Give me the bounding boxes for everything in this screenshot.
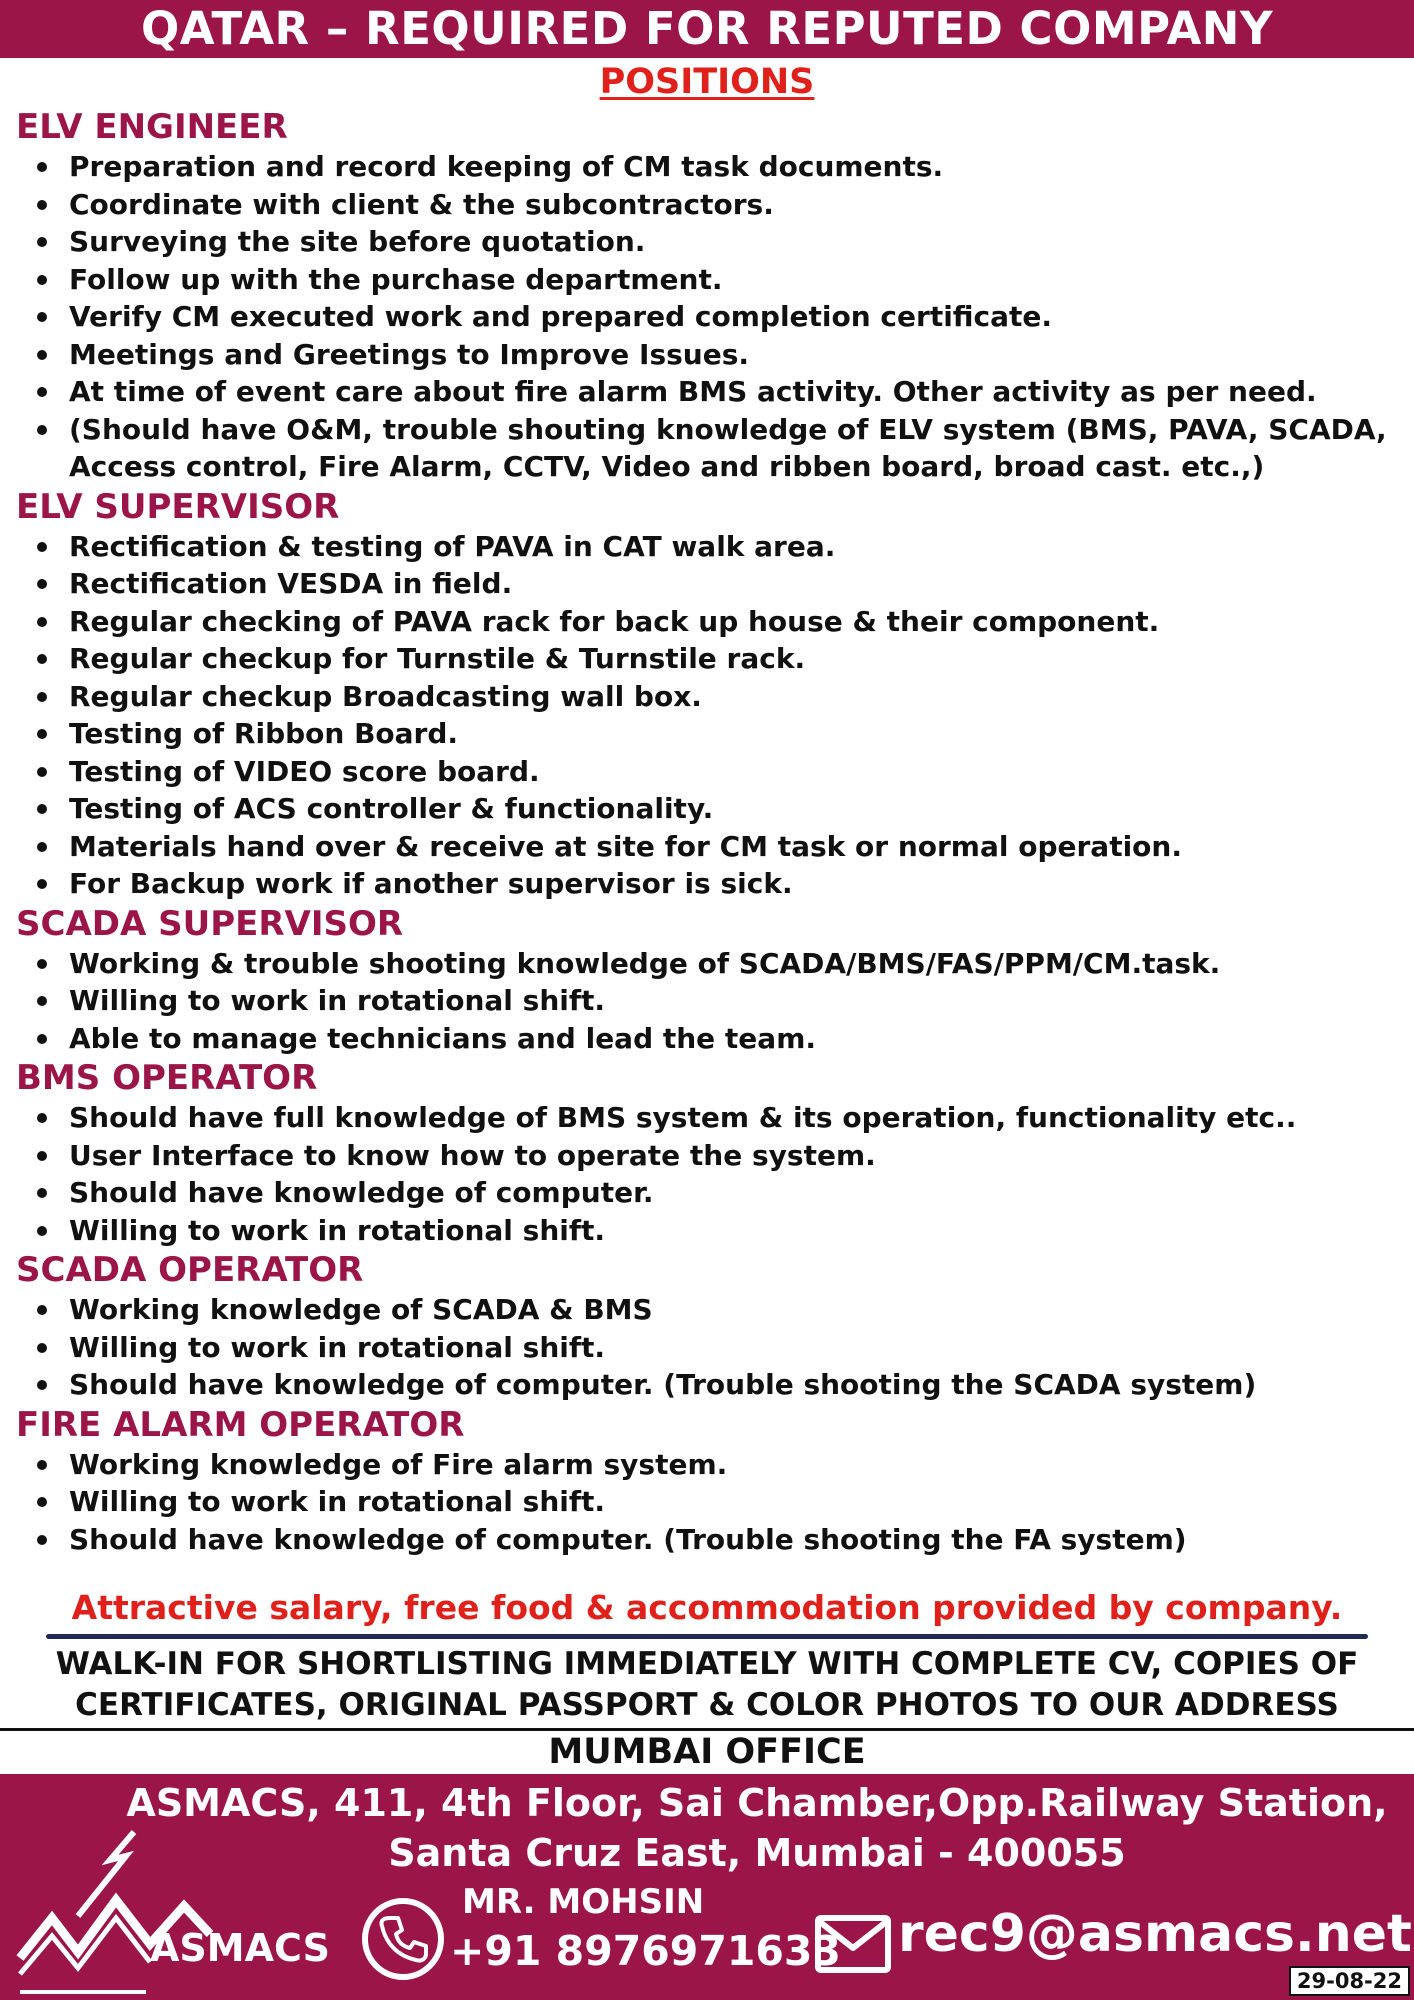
list-item: Preparation and record keeping of CM task documents. bbox=[16, 148, 1406, 186]
position-title: FIRE ALARM OPERATOR bbox=[16, 1404, 465, 1445]
positions-heading bbox=[0, 60, 1414, 104]
position-title: ELV SUPERVISOR bbox=[16, 486, 340, 527]
list-item: Willing to work in rotational shift. bbox=[16, 1483, 1406, 1521]
list-item: Testing of ACS controller & functionality. bbox=[16, 790, 1406, 828]
list-item: Testing of Ribbon Board. bbox=[16, 715, 1406, 753]
list-item: Working knowledge of Fire alarm system. bbox=[16, 1446, 1406, 1484]
contact-email: rec9@asmacs.net bbox=[898, 1904, 1412, 1964]
position-title: SCADA OPERATOR bbox=[16, 1250, 364, 1290]
list-item: For Backup work if another supervisor is sick. bbox=[16, 865, 1406, 903]
list-item: (Should have O&M, trouble shouting knowledge of ELV system (BMS, PAVA, SCADA, Access control, Fire Alarm, CCTV, Video and ribben board, broad cast. etc.,) bbox=[16, 411, 1406, 486]
positions-label: POSITIONS bbox=[599, 62, 815, 102]
address-line-2: Santa Cruz East, Mumbai - 400055 bbox=[388, 1831, 1126, 1875]
logo-wordmark: ASMACS bbox=[150, 1926, 330, 1970]
list-item: Regular checkup for Turnstile & Turnstile rack. bbox=[16, 640, 1406, 678]
list-item: Materials hand over & receive at site for CM task or normal operation. bbox=[16, 828, 1406, 866]
position-title: SCADA SUPERVISOR bbox=[16, 903, 404, 944]
list-item: Working knowledge of SCADA & BMS bbox=[16, 1291, 1406, 1329]
list-item: Coordinate with client & the subcontractors. bbox=[16, 186, 1406, 224]
duty-list bbox=[16, 1446, 1406, 1559]
list-item: Able to manage technicians and lead the team. bbox=[16, 1020, 1406, 1058]
list-item: Follow up with the purchase department. bbox=[16, 261, 1406, 299]
list-item: At time of event care about fire alarm BMS activity. Other activity as per need. bbox=[16, 373, 1406, 411]
duty-list bbox=[16, 945, 1406, 1058]
list-item: Meetings and Greetings to Improve Issues. bbox=[16, 336, 1406, 374]
contact-name: MR. MOHSIN bbox=[462, 1882, 705, 1922]
date-badge: 29-08-22 bbox=[1289, 1966, 1410, 1996]
footer-band bbox=[0, 1774, 1414, 2000]
duty-list bbox=[16, 1291, 1406, 1404]
list-item: Should have full knowledge of BMS system & its operation, functionality etc.. bbox=[16, 1099, 1406, 1137]
page-title: QATAR – REQUIRED FOR REPUTED COMPANY bbox=[140, 2, 1274, 55]
walkin-instructions: WALK-IN FOR SHORTLISTING IMMEDIATELY WITH COMPLETE CV, COPIES OF CERTIFICATES, ORIGINAL PASSPORT & COLOR PHOTOS TO OUR ADDRESS bbox=[55, 1646, 1359, 1723]
office-heading: MUMBAI OFFICE bbox=[548, 1732, 866, 1772]
perks-banner: Attractive salary, free food & accommodation provided by company. bbox=[71, 1588, 1343, 1627]
duty-list bbox=[16, 528, 1406, 903]
list-item: Regular checking of PAVA rack for back up house & their component. bbox=[16, 603, 1406, 641]
list-item: Testing of VIDEO score board. bbox=[16, 753, 1406, 791]
header-band bbox=[0, 0, 1414, 58]
list-item: Should have knowledge of computer. (Trouble shooting the SCADA system) bbox=[16, 1366, 1406, 1404]
list-item: Willing to work in rotational shift. bbox=[16, 982, 1406, 1020]
contact-phone: +91 8976971633 bbox=[450, 1927, 841, 1975]
duty-list bbox=[16, 148, 1406, 486]
mail-icon bbox=[814, 1914, 892, 1974]
positions-list bbox=[16, 106, 1406, 1558]
list-item: Should have knowledge of computer. (Trouble shooting the FA system) bbox=[16, 1521, 1406, 1559]
list-item: Should have knowledge of computer. bbox=[16, 1174, 1406, 1212]
divider bbox=[46, 1634, 1368, 1639]
position-title: BMS OPERATOR bbox=[16, 1058, 318, 1098]
list-item: Verify CM executed work and prepared completion certificate. bbox=[16, 298, 1406, 336]
list-item: Regular checkup Broadcasting wall box. bbox=[16, 678, 1406, 716]
list-item: Willing to work in rotational shift. bbox=[16, 1329, 1406, 1367]
asmacs-logo-icon bbox=[16, 1826, 356, 1996]
list-item: Surveying the site before quotation. bbox=[16, 223, 1406, 261]
list-item: Rectification VESDA in field. bbox=[16, 565, 1406, 603]
list-item: Willing to work in rotational shift. bbox=[16, 1212, 1406, 1250]
position-title: ELV ENGINEER bbox=[16, 107, 288, 147]
list-item: User Interface to know how to operate the system. bbox=[16, 1137, 1406, 1175]
list-item: Working & trouble shooting knowledge of SCADA/BMS/FAS/PPM/CM.task. bbox=[16, 945, 1406, 983]
address-line-1: ASMACS, 411, 4th Floor, Sai Chamber,Opp.Railway Station, bbox=[126, 1781, 1388, 1825]
duty-list bbox=[16, 1099, 1406, 1249]
list-item: Rectification & testing of PAVA in CAT walk area. bbox=[16, 528, 1406, 566]
phone-icon bbox=[360, 1896, 446, 1982]
